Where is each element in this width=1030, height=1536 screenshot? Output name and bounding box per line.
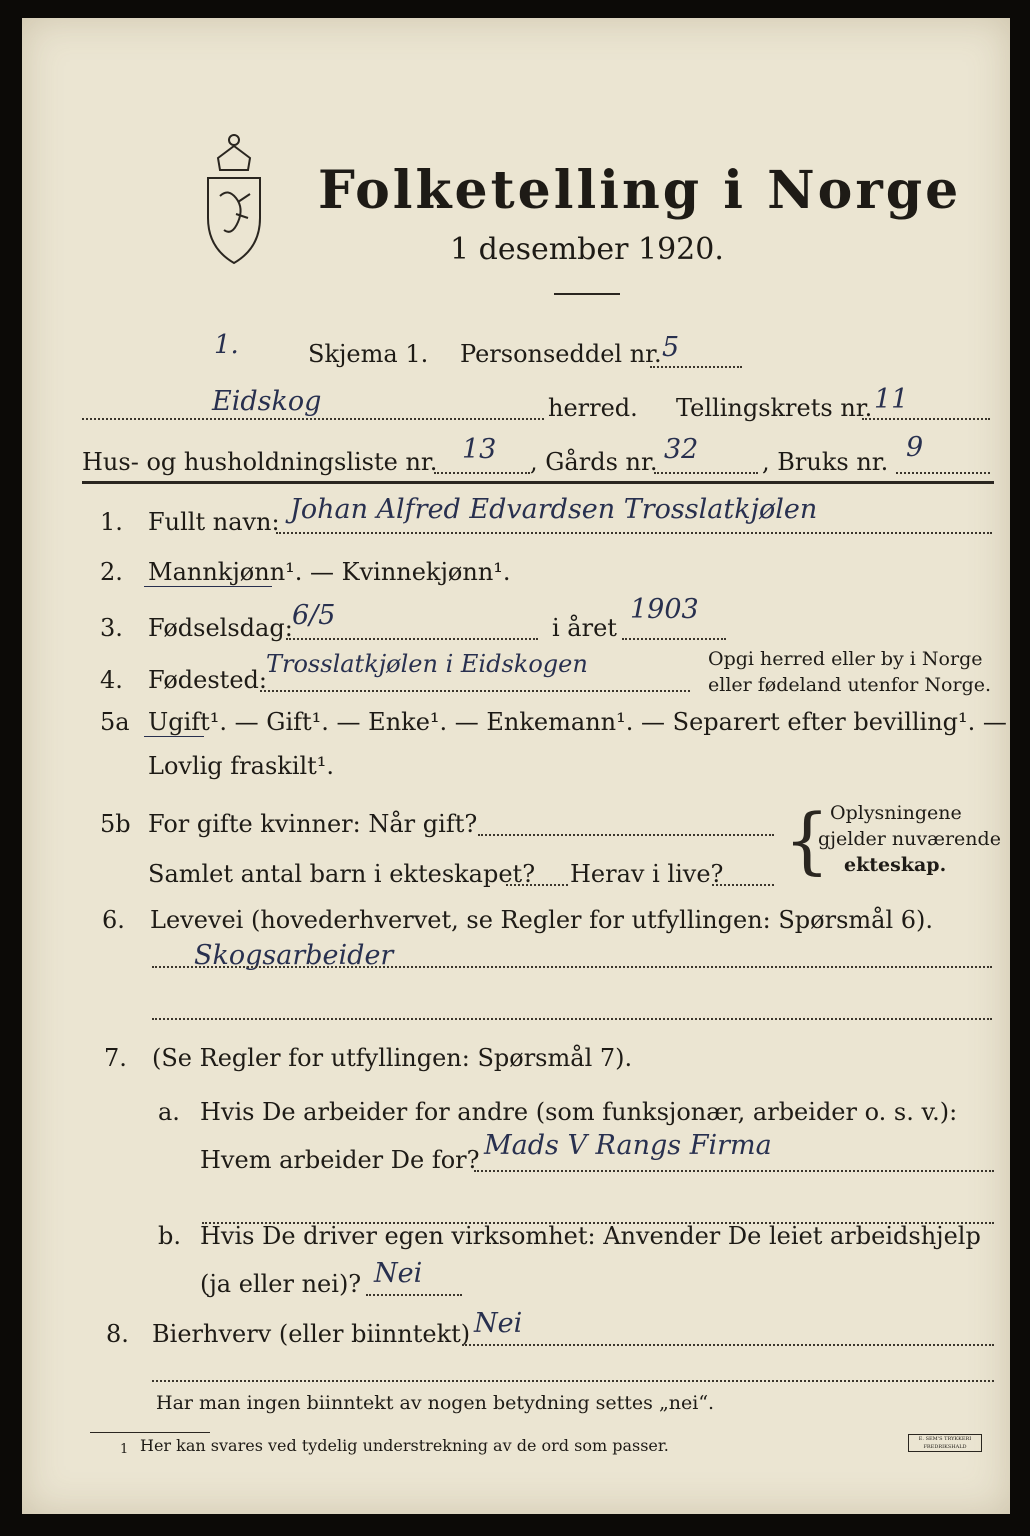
q3-field-line — [286, 638, 538, 640]
q4-label: Fødested: — [148, 666, 267, 694]
q6-label: Levevei (hovederhvervet, se Regler for utfyllingen: Spørsmål 6). — [150, 906, 934, 934]
q8-label: Bierhverv (eller biinntekt) — [152, 1320, 471, 1348]
q5b-alive-label: Herav i live? — [570, 860, 724, 888]
q3-birthday-value[interactable]: 6/5 — [292, 600, 336, 631]
bruks-value[interactable]: 9 — [906, 432, 924, 463]
q5a-marital-options-cont: Lovlig fraskilt¹. — [148, 752, 335, 780]
q8-number: 8. — [106, 1320, 129, 1348]
q7b-value[interactable]: Nei — [374, 1258, 423, 1289]
personseddel-field-line — [650, 366, 742, 368]
q7-label: (Se Regler for utfyllingen: Spørsmål 7). — [152, 1044, 633, 1072]
schema-label: Skjema 1. — [308, 340, 429, 368]
herred-marker: 1. — [214, 330, 239, 360]
footer-note: Har man ingen biinntekt av nogen betydning settes „nei“. — [156, 1392, 715, 1414]
husliste-value[interactable]: 13 — [462, 434, 497, 465]
q7-number: 7. — [104, 1044, 127, 1072]
census-form-sheet — [22, 18, 1010, 1514]
q6-number: 6. — [102, 906, 125, 934]
q2-number: 2. — [100, 558, 123, 586]
q1-label: Fullt navn: — [148, 508, 280, 536]
q5b-number: 5b — [100, 810, 131, 838]
printer-stamp: E. SEM'S TRYKKERI FREDRIKSHALD — [908, 1434, 982, 1452]
footnote-text: Her kan svares ved tydelig understrekning av de ord som passer. — [140, 1436, 669, 1455]
q5b-line1: For gifte kvinner: Når gift? — [148, 810, 478, 838]
footnote-number: 1 — [120, 1442, 129, 1457]
form-title: Folketelling i Norge — [318, 160, 962, 221]
husliste-field-line — [434, 472, 530, 474]
q5b-when-married-line — [478, 834, 774, 836]
tellingskrets-field-line — [862, 418, 990, 420]
q2-selection-underline — [144, 586, 272, 587]
q7a-line2: Hvem arbeider De for? — [200, 1146, 480, 1174]
q5b-children-label: Samlet antal barn i ekteskapet? — [148, 860, 536, 888]
q5b-note-line2: gjelder nuværende — [818, 828, 1001, 850]
q5b-note-line3: ekteskap. — [844, 854, 947, 876]
husliste-label: Hus- og husholdningsliste nr. — [82, 448, 438, 476]
q7a-letter: a. — [158, 1098, 180, 1126]
q7b-line2: (ja eller nei)? — [200, 1270, 362, 1298]
tellingskrets-label: Tellingskrets nr. — [676, 394, 873, 422]
coat-of-arms-icon — [198, 118, 270, 268]
personseddel-value[interactable]: 5 — [662, 332, 680, 363]
q3-number: 3. — [100, 614, 123, 642]
q5b-children-line — [506, 884, 568, 886]
q3-year-value[interactable]: 1903 — [630, 594, 699, 625]
herred-field-line — [82, 418, 544, 420]
q4-field-line — [260, 690, 690, 692]
q7b-line1: Hvis De driver egen virksomhet: Anvender De leiet arbeidshjelp — [200, 1222, 981, 1250]
q3-year-field-line — [622, 638, 726, 640]
q5a-selection-underline — [144, 736, 204, 737]
q5b-brace: { — [784, 798, 830, 882]
q7a-employer-value[interactable]: Mads V Rangs Firma — [484, 1130, 772, 1161]
q8-field-line2 — [152, 1380, 994, 1382]
q1-field-line — [276, 532, 992, 534]
q8-value[interactable]: Nei — [474, 1308, 523, 1339]
gards-field-line — [654, 472, 758, 474]
title-divider — [554, 293, 620, 295]
census-date: 1 desember 1920. — [450, 232, 724, 267]
gards-label: , Gårds nr. — [530, 448, 658, 476]
q4-birthplace-value[interactable]: Trosslatkjølen i Eidskogen — [266, 650, 588, 678]
q5b-alive-line — [712, 884, 774, 886]
q7b-letter: b. — [158, 1222, 181, 1250]
header-divider — [82, 481, 994, 484]
q7a-line1: Hvis De arbeider for andre (som funksjonær, arbeider o. s. v.): — [200, 1098, 958, 1126]
q7b-field-line — [366, 1294, 462, 1296]
q3-year-label: i året — [552, 614, 617, 642]
q8-field-line1 — [462, 1344, 994, 1346]
q6-field-line1 — [152, 966, 992, 968]
q6-occupation-value[interactable]: Skogsarbeider — [194, 940, 394, 971]
q4-number: 4. — [100, 666, 123, 694]
q1-full-name-value[interactable]: Johan Alfred Edvardsen Trosslatkjølen — [290, 494, 818, 525]
herred-label: herred. — [548, 394, 638, 422]
q4-note-line1: Opgi herred eller by i Norge — [708, 648, 983, 670]
gards-value[interactable]: 32 — [664, 434, 699, 465]
q5b-note-line1: Oplysningene — [830, 802, 962, 824]
personseddel-label: Personseddel nr. — [460, 340, 662, 368]
q4-note-line2: eller fødeland utenfor Norge. — [708, 674, 992, 696]
q3-label: Fødselsdag: — [148, 614, 293, 642]
q6-field-line2 — [152, 1018, 992, 1020]
bruks-field-line — [896, 472, 990, 474]
q1-number: 1. — [100, 508, 123, 536]
q5a-marital-options: Ugift¹. — Gift¹. — Enke¹. — Enkemann¹. — Separert efter bevilling¹. — — [148, 708, 1007, 736]
bruks-label: , Bruks nr. — [762, 448, 889, 476]
q5a-number: 5a — [100, 708, 130, 736]
footnote-rule — [90, 1432, 210, 1433]
tellingskrets-value[interactable]: 11 — [874, 384, 909, 415]
herred-value[interactable]: Eidskog — [212, 386, 322, 417]
q7a-field-line1 — [474, 1170, 994, 1172]
q2-gender-options: Mannkjønn¹. — Kvinnekjønn¹. — [148, 558, 511, 586]
